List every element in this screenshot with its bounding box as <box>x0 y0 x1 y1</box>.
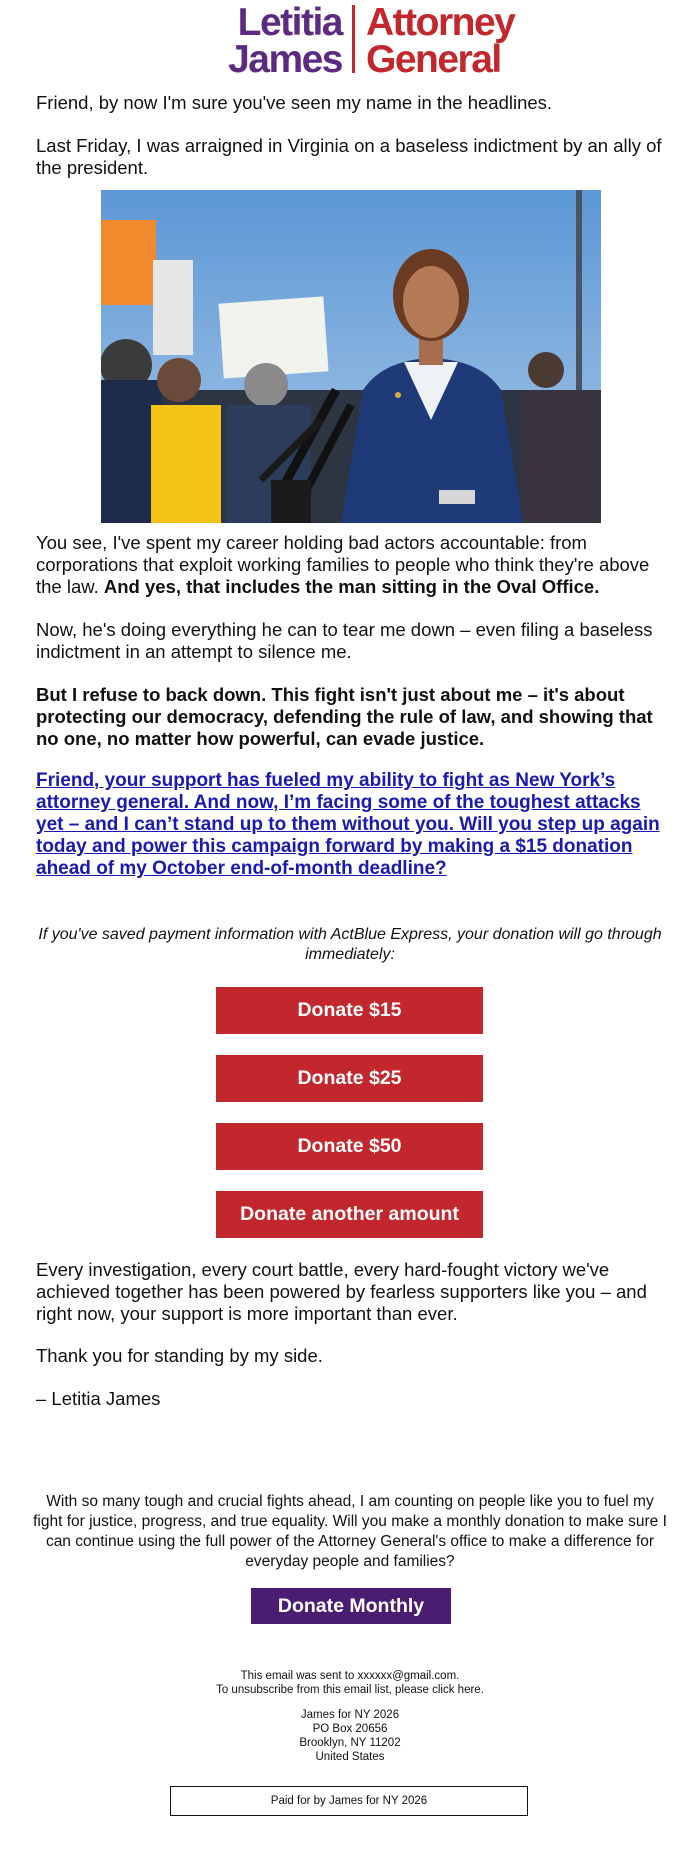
supporters-paragraph: Every investigation, every court battle, every hard-fought victory we've achieved together has been powered by fearless supporters like you – and right now, your support is more important than ever. <box>36 1259 647 1324</box>
logo-title-line1: Attorney <box>366 2 515 44</box>
address-line: PO Box 20656 <box>312 1723 388 1735</box>
address-line: United States <box>315 1751 385 1763</box>
donate-25-button[interactable]: Donate $25 <box>216 1055 483 1102</box>
actblue-express-note: If you've saved payment information with ActBlue Express, your donation will go through immediately: <box>38 926 662 963</box>
monthly-appeal: With so many tough and crucial fights ahead, I am counting on people like you to fuel my fight for justice, progress, and true equality. Will you make a monthly donation to make sure I can continue using the full power of the Attorney General's office to make a difference for everyday people and families? <box>33 1493 667 1570</box>
donate-15-link[interactable]: Friend, your support has fueled my ability to fight as New York’s attorney general. And now, I’m facing some of the toughest attacks yet – and I can’t stand up to them without you. Will you step up again today and power this campaign forward by making a $15 donation ahead of my October end-of-month deadline? <box>36 770 660 879</box>
logo-title-line2: General <box>366 38 501 76</box>
tear-down-paragraph: Now, he's doing everything he can to tear me down – even filing a baseless indictment in an attempt to silence me. <box>36 619 653 662</box>
refuse-paragraph: But I refuse to back down. This fight isn't just about me – it's about protecting our democracy, defending the rule of law, and showing that no one, no matter how powerful, can evade justice. <box>36 684 653 749</box>
logo-name-line1: Letitia <box>237 2 342 44</box>
paid-for-disclaimer: Paid for by James for NY 2026 <box>170 1786 528 1816</box>
address-line: James for NY 2026 <box>300 1709 400 1721</box>
unsubscribe-link[interactable]: To unsubscribe from this email list, please click here. <box>216 1684 484 1696</box>
thank-you-paragraph: Thank you for standing by my side. <box>36 1345 323 1366</box>
oval-office-emphasis: And yes, that includes the man sitting in the Oval Office. <box>103 576 600 597</box>
campaign-logo <box>0 2 700 76</box>
signoff: – Letitia James <box>36 1388 161 1409</box>
sent-to-notice: This email was sent to xxxxxx@gmail.com. <box>240 1670 460 1682</box>
greeting-paragraph: Friend, by now I'm sure you've seen my name in the headlines. <box>36 92 553 113</box>
career-paragraph <box>36 532 666 598</box>
address-line: Brooklyn, NY 11202 <box>299 1737 401 1749</box>
logo-name-line2: James <box>228 38 342 76</box>
logo-wordmark <box>170 2 530 76</box>
donate-monthly-button[interactable]: Donate Monthly <box>251 1588 451 1624</box>
person-yellow-shirt <box>151 405 221 523</box>
logo-divider <box>352 5 355 73</box>
donate-50-button[interactable]: Donate $50 <box>216 1123 483 1170</box>
donate-15-button[interactable]: Donate $15 <box>216 987 483 1034</box>
speaker-face <box>403 266 459 338</box>
protest-sign-orange <box>101 220 156 305</box>
career-text: You see, I've spent my career holding bad actors accountable: from corporations that exploit working families to people who think they're above the law. <box>36 532 650 597</box>
donate-other-amount-button[interactable]: Donate another amount <box>216 1191 483 1238</box>
arraignment-paragraph: Last Friday, I was arraigned in Virginia on a baseless indictment by an ally of the president. <box>36 135 662 178</box>
hero-photo <box>101 190 601 523</box>
